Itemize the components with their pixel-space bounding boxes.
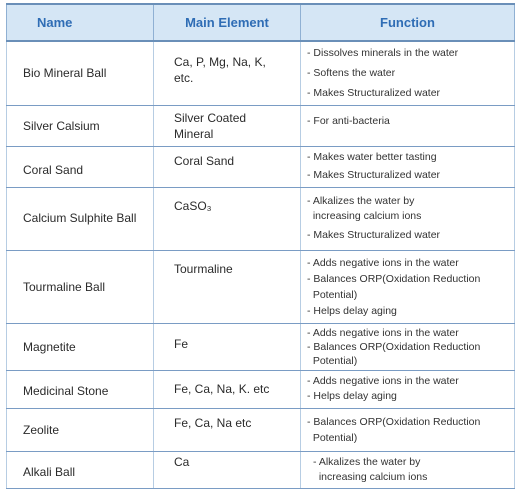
- table-row: [7, 187, 515, 250]
- row-function: [301, 323, 515, 370]
- header-row: [7, 4, 515, 41]
- header-main-element: Main Element: [154, 4, 301, 41]
- table-row: [7, 41, 515, 105]
- row-element: [154, 323, 301, 370]
- function-line: - Makes Structuralized water: [307, 229, 441, 241]
- row-name: Bio Mineral Ball: [7, 41, 154, 105]
- row-name: Medicinal Stone: [7, 370, 154, 408]
- element-line: Coral Sand: [174, 153, 235, 168]
- row-function: [301, 250, 515, 323]
- row-function: [301, 41, 515, 105]
- function-line: - Adds negative ions in the water: [307, 375, 459, 387]
- function-line: - Adds negative ions in the water: [307, 256, 459, 269]
- row-function: [301, 187, 515, 250]
- function-line: - Makes Structuralized water: [307, 86, 441, 99]
- row-function: [301, 105, 515, 146]
- element-line: Tourmaline: [174, 261, 233, 276]
- element-line: etc.: [174, 71, 194, 85]
- row-element: [154, 451, 301, 488]
- row-name: Magnetite: [7, 323, 154, 370]
- row-name: Silver Calsium: [7, 105, 154, 146]
- row-name: Zeolite: [7, 408, 154, 451]
- table-row: [7, 451, 515, 488]
- element-line: Mineral: [174, 126, 214, 141]
- function-line: Potential): [307, 354, 358, 367]
- row-element: [154, 187, 301, 250]
- function-line: - Makes water better tasting: [307, 151, 437, 163]
- function-line: Potential): [307, 288, 358, 301]
- function-line: Potential): [307, 431, 358, 444]
- element-line: Fe, Ca, Na etc: [174, 415, 252, 430]
- element-line: Ca: [174, 454, 190, 469]
- function-line: - Balances ORP(Oxidation Reduction: [307, 340, 481, 353]
- row-element: [154, 408, 301, 451]
- row-name: [7, 187, 154, 250]
- function-line: - Alkalizes the water by: [307, 195, 415, 207]
- function-line: - Alkalizes the water by: [313, 455, 421, 468]
- row-element: [154, 41, 301, 105]
- function-line: - Dissolves minerals in the water: [307, 46, 459, 59]
- element-line: Fe: [174, 336, 189, 351]
- row-name: Alkali Ball: [7, 451, 154, 488]
- row-element: [154, 250, 301, 323]
- row-function: [301, 408, 515, 451]
- table-row: [7, 323, 515, 370]
- row-element: [154, 370, 301, 408]
- function-line: - Helps delay aging: [307, 304, 397, 317]
- row-name-text: Calcium Sulphite Ball: [23, 211, 137, 225]
- function-line: - Makes Structuralized water: [307, 169, 441, 181]
- function-line: increasing calcium ions: [313, 470, 428, 483]
- function-line: - For anti-bacteria: [307, 114, 390, 127]
- row-element: [154, 105, 301, 146]
- table-row: [7, 370, 515, 408]
- function-line: - Helps delay aging: [307, 390, 397, 402]
- table-row: [7, 250, 515, 323]
- function-line: increasing calcium ions: [307, 210, 422, 222]
- element-line: Ca, P, Mg, Na, K,: [174, 55, 266, 69]
- table-row: [7, 105, 515, 146]
- element-line: Fe, Ca, Na, K. etc: [174, 382, 270, 396]
- function-line: - Balances ORP(Oxidation Reduction: [307, 272, 481, 285]
- row-function: [301, 370, 515, 408]
- function-line: - Softens the water: [307, 66, 396, 79]
- row-element: [154, 146, 301, 187]
- table-row: [7, 408, 515, 451]
- mineral-function-table-container: [6, 3, 514, 489]
- function-line: - Balances ORP(Oxidation Reduction: [307, 415, 481, 428]
- mineral-function-table: [6, 3, 515, 489]
- row-function: [301, 451, 515, 488]
- header-function: Function: [301, 4, 515, 41]
- table-row: [7, 146, 515, 187]
- row-function: [301, 146, 515, 187]
- row-name: Coral Sand: [7, 146, 154, 187]
- row-name: Tourmaline Ball: [7, 250, 154, 323]
- function-line: - Adds negative ions in the water: [307, 326, 459, 339]
- header-name: Name: [7, 4, 154, 41]
- element-line: CaSO₃: [174, 198, 212, 213]
- element-line: Silver Coated: [174, 110, 247, 125]
